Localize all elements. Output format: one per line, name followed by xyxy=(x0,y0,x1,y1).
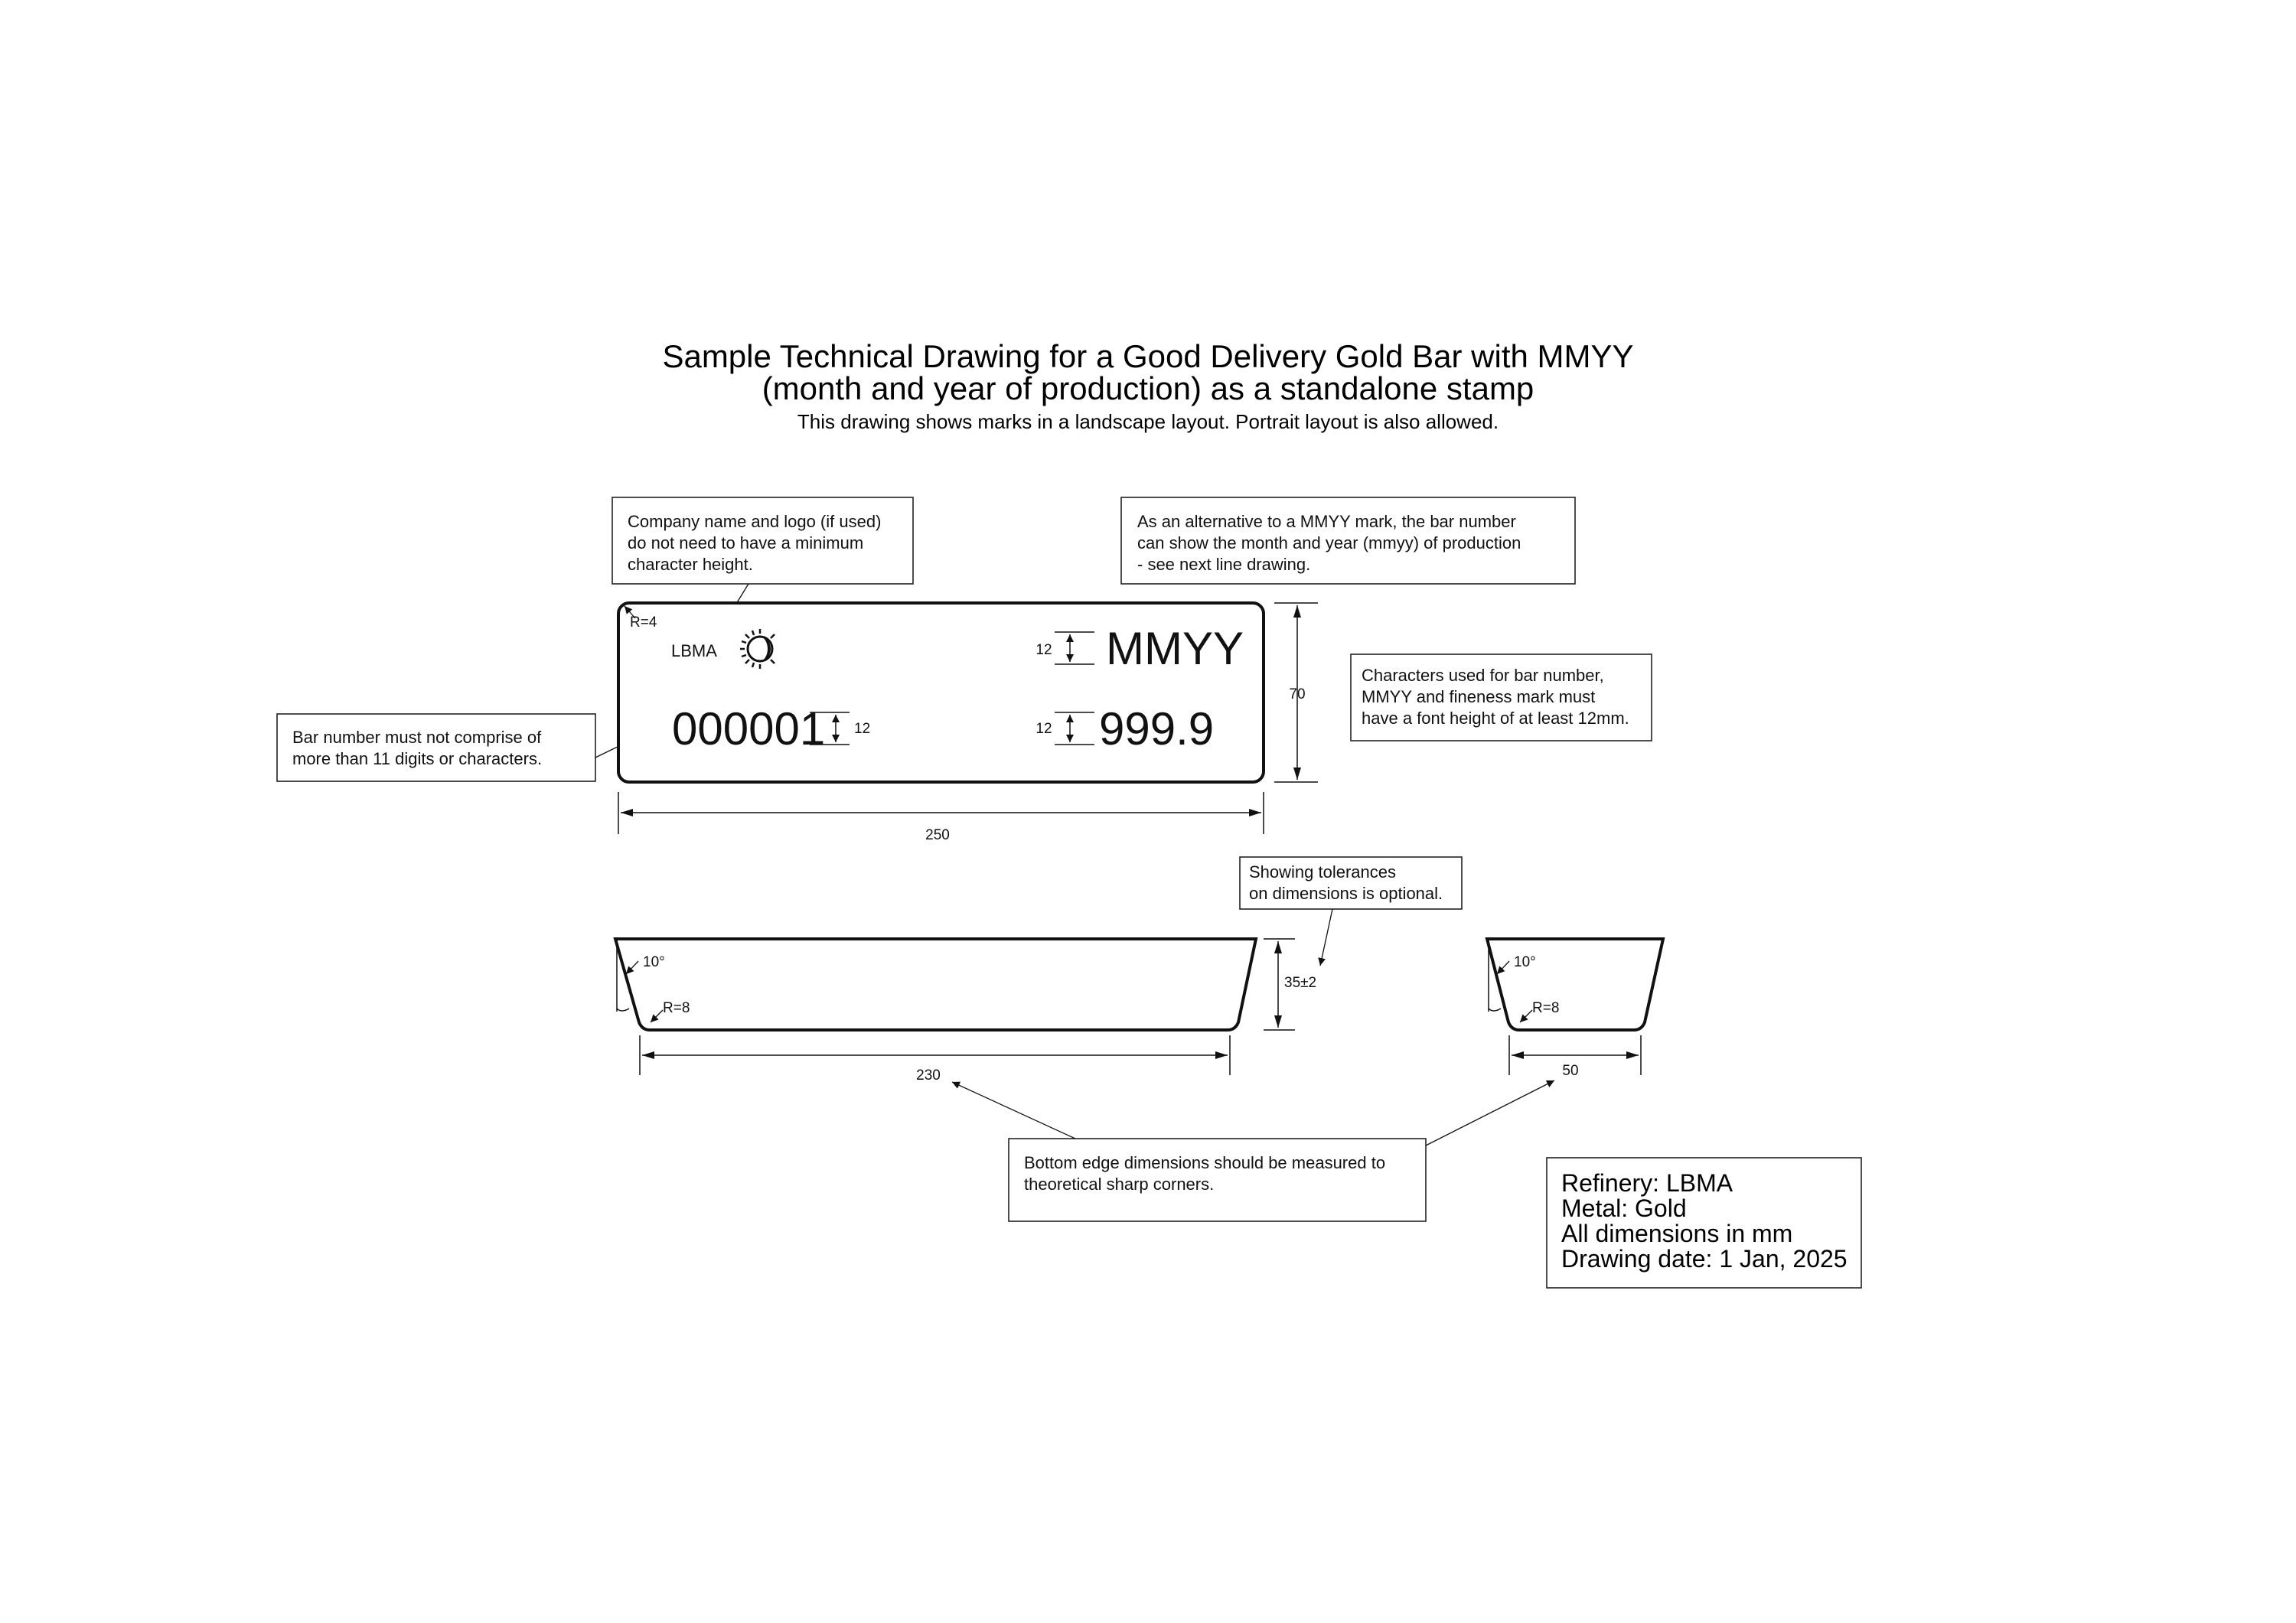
dim-end-bottom-width xyxy=(1509,1035,1641,1079)
note-company xyxy=(612,497,913,584)
dim-top-width xyxy=(618,792,1264,843)
leader-bottom-edge-right xyxy=(1426,1080,1554,1146)
note-bar-number xyxy=(277,714,595,781)
dim-top-height xyxy=(1274,603,1318,782)
note-bottom-edge xyxy=(1009,1139,1426,1221)
dim-top-width-label: 250 xyxy=(925,827,950,843)
bar-number-mark: 000001 xyxy=(672,703,826,754)
info-block xyxy=(1547,1158,1861,1288)
title-line-1: Sample Technical Drawing for a Good Delivery Gold Bar with MMYY xyxy=(662,338,1634,374)
dim-side-height-label: 35±2 xyxy=(1284,975,1317,991)
info-metal: Metal: Gold xyxy=(1561,1194,1687,1222)
dim-side-bottom-length xyxy=(640,1035,1230,1084)
mmyy-mark: MMYY xyxy=(1106,623,1244,674)
note-alternative xyxy=(1121,497,1575,584)
note-alternative-line-3: - see next line drawing. xyxy=(1137,555,1311,574)
note-characters-line-1: Characters used for bar number, xyxy=(1362,666,1604,685)
dim-fineness-height-label: 12 xyxy=(1035,721,1052,737)
logo-text: LBMA xyxy=(671,641,717,660)
bar-side-view xyxy=(615,939,1256,1030)
dim-top-height-label: 70 xyxy=(1289,686,1306,702)
note-alternative-line-1: As an alternative to a MMYY mark, the bar number xyxy=(1137,512,1516,531)
dim-side-bottom-length-label: 230 xyxy=(916,1067,941,1084)
leader-tolerances xyxy=(1320,909,1332,966)
bar-end-view xyxy=(1487,939,1663,1030)
end-angle-label: 10° xyxy=(1514,954,1536,970)
dim-bar-number-height-label: 12 xyxy=(854,721,871,737)
note-bar-number-line-1: Bar number must not comprise of xyxy=(292,728,542,747)
info-units: All dimensions in mm xyxy=(1561,1220,1793,1247)
note-bar-number-line-2: more than 11 digits or characters. xyxy=(292,749,543,768)
note-tolerances xyxy=(1240,857,1462,909)
note-company-line-3: character height. xyxy=(628,555,753,574)
info-date: Drawing date: 1 Jan, 2025 xyxy=(1561,1245,1848,1273)
corner-radius-label: R=4 xyxy=(630,614,657,631)
note-tolerances-line-1: Showing tolerances xyxy=(1249,862,1397,882)
dim-mmyy-height-label: 12 xyxy=(1035,642,1052,658)
note-bottom-edge-line-1: Bottom edge dimensions should be measured to xyxy=(1024,1153,1386,1172)
note-characters xyxy=(1351,654,1652,741)
dim-end-bottom-width-label: 50 xyxy=(1562,1063,1579,1079)
end-radius-label: R=8 xyxy=(1532,1000,1560,1016)
note-company-line-2: do not need to have a minimum xyxy=(628,533,864,552)
side-radius-label: R=8 xyxy=(663,1000,690,1016)
subtitle: This drawing shows marks in a landscape layout. Portrait layout is also allowed. xyxy=(797,410,1499,433)
leader-bottom-edge-left xyxy=(952,1082,1075,1139)
dim-side-height xyxy=(1264,939,1316,1030)
note-characters-line-3: have a font height of at least 12mm. xyxy=(1362,709,1629,728)
note-company-line-1: Company name and logo (if used) xyxy=(628,512,882,531)
note-characters-line-2: MMYY and fineness mark must xyxy=(1362,687,1596,706)
note-alternative-line-2: can show the month and year (mmyy) of production xyxy=(1137,533,1521,552)
note-tolerances-line-2: on dimensions is optional. xyxy=(1249,884,1443,903)
fineness-mark: 999.9 xyxy=(1099,703,1215,754)
side-angle-label: 10° xyxy=(643,954,665,970)
note-bottom-edge-line-2: theoretical sharp corners. xyxy=(1024,1175,1215,1194)
info-refinery: Refinery: LBMA xyxy=(1561,1169,1733,1197)
title-line-2: (month and year of production) as a standalone stamp xyxy=(762,370,1534,406)
